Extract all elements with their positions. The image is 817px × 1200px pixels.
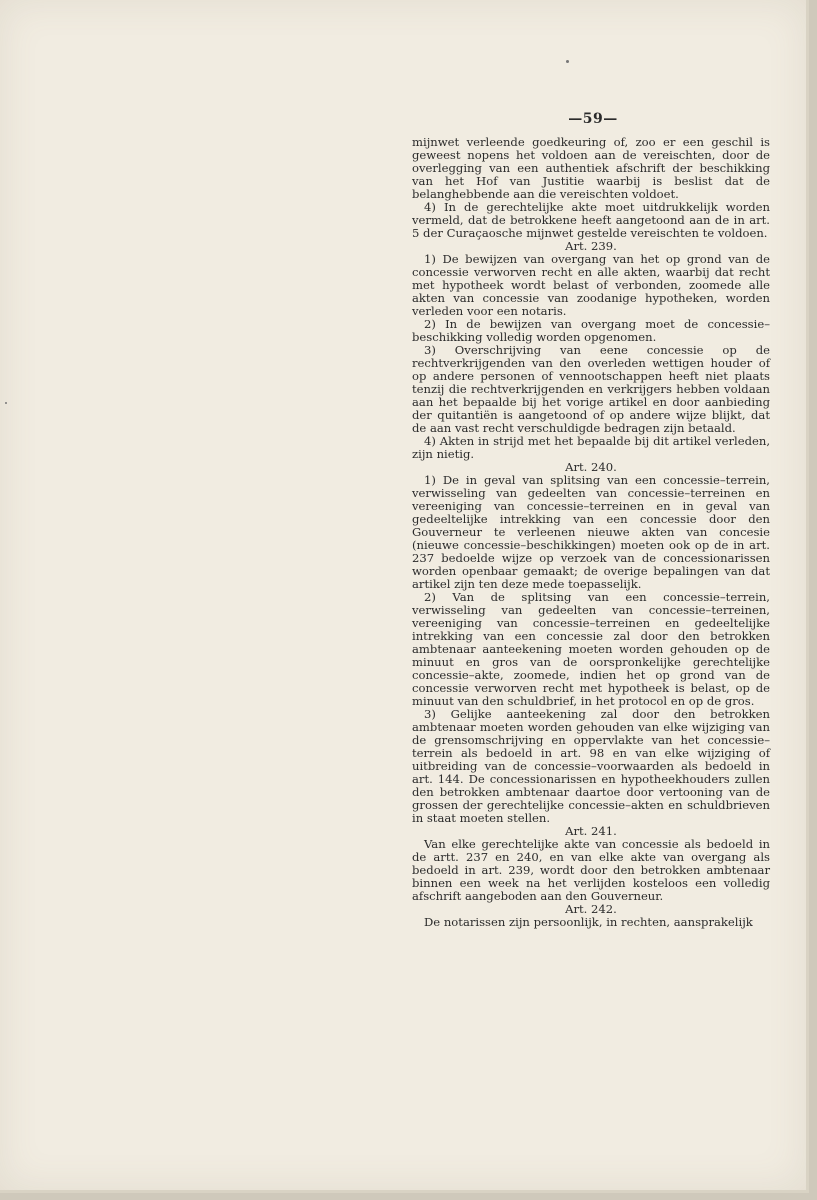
article-paragraph: De notarissen zijn persoonlijk, in rechten, aansprakelijk xyxy=(424,915,753,929)
page-number: —59— xyxy=(568,111,618,127)
article-paragraph: 3) Overschrijving van eene concessie op de rechtverkrijgenden van den overleden wettigen houder of op andere personen of vennootschappen heeft niet plaats tenzij die rechtverkrijgenden en verkrijgers hebben voldaan aan het bepaalde bij het vorige artikel en door aanbieding der quitantiën is aangetoond of op andere wijze blijkt, dat de aan vast recht verschuldigde bedragen zijn betaald. xyxy=(412,343,770,435)
article-paragraph: 1) De in geval van splitsing van een concessie–terrein, verwisseling van gedeelten van concessie–terreinen en vereeniging van concessie–terreinen en in geval van gedeeltelijke intrekking van een concessie door den Gouverneur te verleenen nieuwe akten van concesie (nieuwe concessie–beschikkingen) moeten ook op de in art. 237 bedoelde wijze op verzoek van de concessionarissen worden openbaar gemaakt; de overige bepalingen van dat artikel zijn ten deze mede toepasselijk. xyxy=(412,473,770,591)
article-heading-241: Art. 241. xyxy=(565,824,617,838)
speck-mark xyxy=(566,60,569,63)
article-paragraph: Van elke gerechtelijke akte van concessie als bedoeld in de artt. 237 en 240, en van elke akte van overgang als bedoeld in art. 239, wordt door den betrokken ambtenaar binnen een week na het verlijden kosteloos een volledig afschrift aangeboden aan den Gouverneur. xyxy=(412,837,770,903)
article-paragraph: 2) In de bewijzen van overgang moet de concessie–beschikking volledig worden opgenomen. xyxy=(412,317,770,344)
article-paragraph: 1) De bewijzen van overgang van het op grond van de concessie verworven recht en alle akten, waarbij dat recht met hypotheek wordt belast of verbonden, zoomede alle akten van concessie van zoodanige hypotheken, worden verleden voor een notaris. xyxy=(412,252,770,318)
article-heading-239: Art. 239. xyxy=(565,239,617,253)
article-paragraph: 2) Van de splitsing van een concessie–terrein, verwisseling van gedeelten van concessie–terreinen, vereeniging van concessie–terreinen en gedeeltelijke intrekking van een concessie zal door den betrokken ambtenaar aanteekening moeten worden gehouden op de minuut en gros van de oorspronkelijke gerechtelijke concessie–akte, zoomede, indien het op grond van de concessie verworven recht met hypotheek is belast, op de minuut van den schuldbrief, in het protocol en op de gros. xyxy=(412,590,770,708)
article-heading-240: Art. 240. xyxy=(565,460,617,474)
speck-mark xyxy=(5,402,7,404)
intro-paragraph: 4) In de gerechtelijke akte moet uitdrukkelijk worden vermeld, dat de betrokkene heeft aangetoond aan de in art. 5 der Curaçaosche mijnwet gestelde vereischten te voldoen. xyxy=(412,200,770,240)
article-heading-242: Art. 242. xyxy=(565,902,617,916)
article-paragraph: 3) Gelijke aanteekening zal door den betrokken ambtenaar moeten worden gehouden van elke wijziging van de grensomschrijving en oppervlakte van het concessie–terrein als bedoeld in art. 98 en van elke wijziging of uitbreiding van de concessie–voorwaarden als bedoeld in art. 144. De concessionarissen en hypotheekhouders zullen den betrokken ambtenaar daartoe door vertooning van de grossen der gerechtelijke concessie–akten en schuldbrieven in staat moeten stellen. xyxy=(412,707,770,825)
article-paragraph: 4) Akten in strijd met het bepaalde bij dit artikel verleden, zijn nietig. xyxy=(412,434,770,461)
intro-paragraph: mijnwet verleende goedkeuring of, zoo er een geschil is geweest nopens het voldoen aan de vereischten, door de overlegging van een authentiek afschrift der beschikking van het Hof van Justitie waarbij is beslist dat de belanghebbende aan die vereischten voldoet. xyxy=(412,135,770,201)
text-column xyxy=(412,136,770,929)
